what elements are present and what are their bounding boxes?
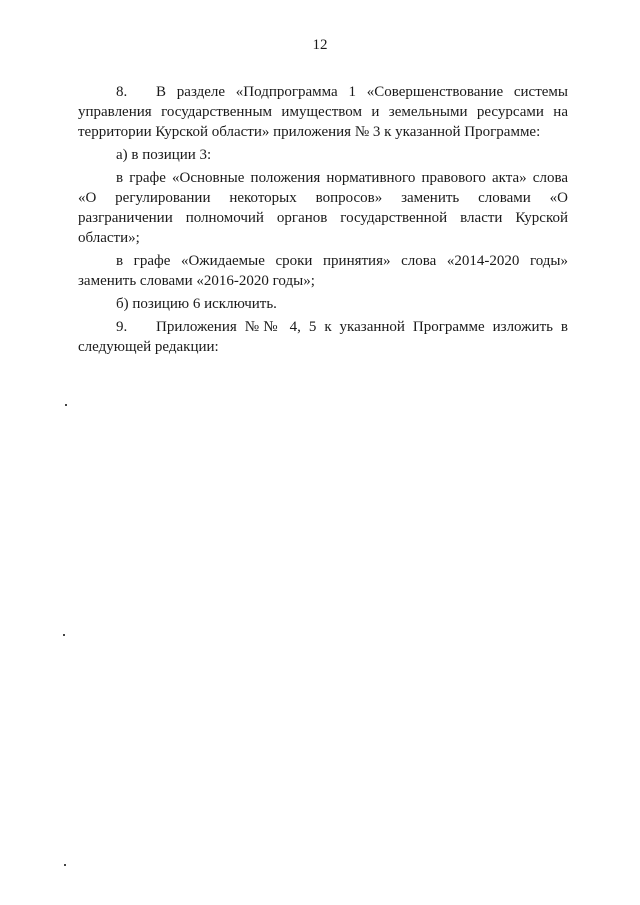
paragraph-column-expected-dates: в графе «Ожидаемые сроки принятия» слова «2014-2020 годы» заменить словами «2016-2020 годы»; — [78, 253, 568, 289]
paragraph-text: Приложения №№ 4, 5 к указанной Программе изложить в следующей редакции: — [78, 319, 568, 355]
item-number: 8. — [116, 84, 128, 100]
document-body — [78, 82, 568, 360]
scan-speck — [64, 864, 66, 866]
page-number: 12 — [312, 37, 328, 53]
paragraph-item-9 — [78, 317, 568, 357]
item-number: 9. — [116, 319, 128, 335]
paragraph-subitem-a: а) в позиции 3: — [116, 147, 212, 163]
scan-speck — [65, 404, 67, 406]
paragraph-subitem-b: б) позицию 6 исключить. — [116, 296, 277, 312]
paragraph-item-8 — [78, 82, 568, 142]
scan-speck — [63, 634, 65, 636]
paragraph-text: В разделе «Подпрограмма 1 «Совершенствование системы управления государственным имуществом и земельными ресурсами на территории Курской области» приложения № 3 к указанной Программе: — [78, 84, 568, 140]
paragraph-column-main-provisions: в графе «Основные положения нормативного правового акта» слова «О регулировании некоторых вопросов» заменить словами «О разграничении полномочий органов государственной власти Курской области»; — [78, 170, 568, 246]
